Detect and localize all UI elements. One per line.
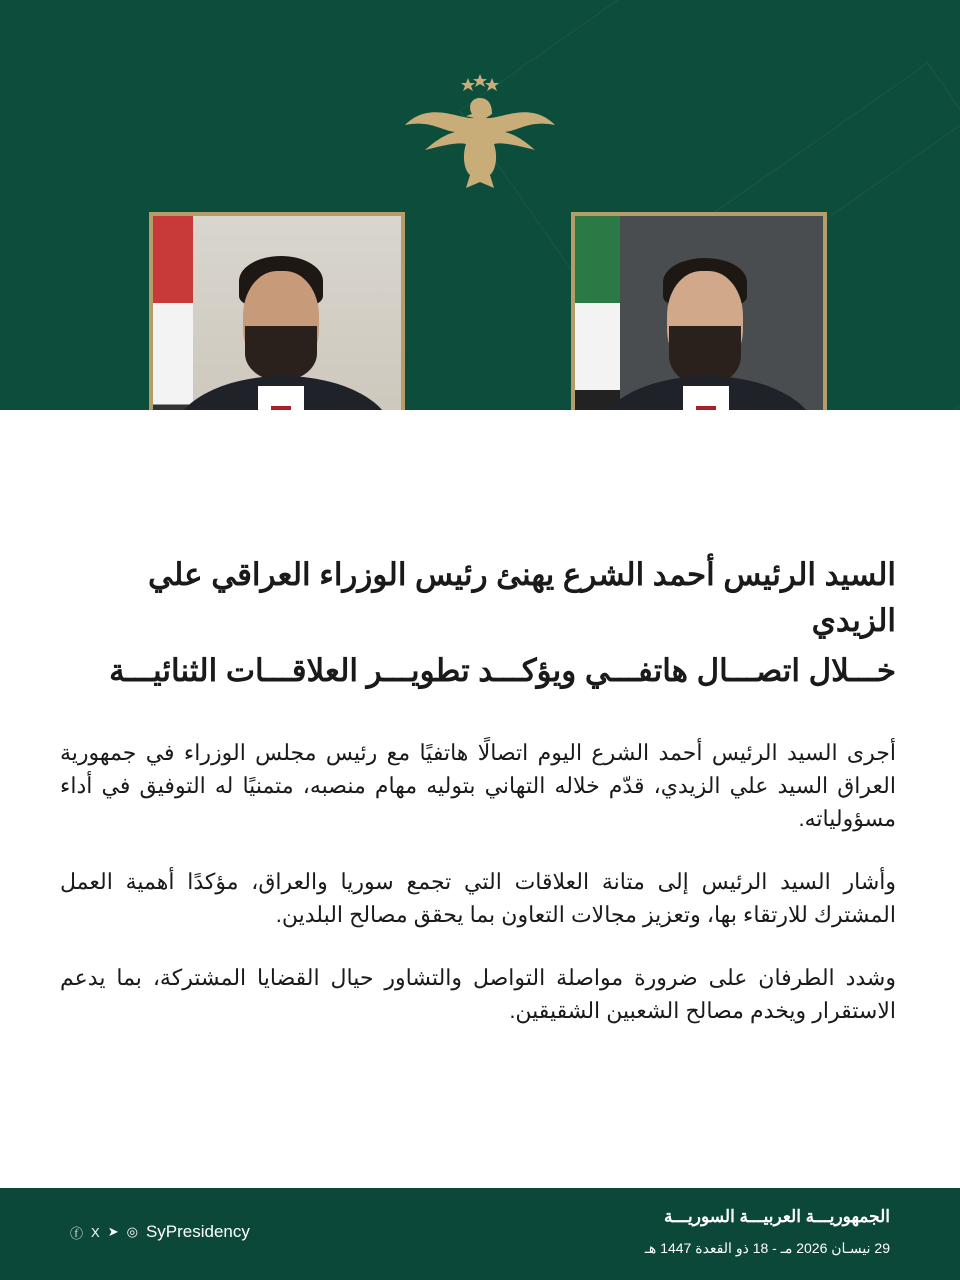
header-banner [0, 0, 960, 410]
facebook-icon[interactable]: ⓕ [70, 1225, 84, 1241]
footer-date: 29 نيسـان 2026 مـ - 18 ذو القعدة 1447 هـ [644, 1240, 890, 1256]
article [60, 552, 896, 1182]
headline-line-1: السيد الرئيس أحمد الشرع يهنئ رئيس الوزراء العراقي علي الزيدي [148, 557, 896, 638]
paragraph: وأشار السيد الرئيس إلى متانة العلاقات التي تجمع سوريا والعراق، مؤكدًا أهمية العمل المشترك للارتقاء بها، وتعزيز مجالات التعاون بما يحقق مصالح البلدين. [60, 869, 896, 927]
social-handle[interactable]: SyPresidency [145, 1222, 250, 1241]
eagle-emblem-icon [400, 70, 560, 195]
x-icon[interactable]: X [91, 1224, 100, 1240]
paragraph: أجرى السيد الرئيس أحمد الشرع اليوم اتصالًا هاتفيًا مع رئيس مجلس الوزراء في جمهورية العراق السيد علي الزيدي، قدّم خلاله التهاني بتوليه مهام منصبه، متمنيًا له التوفيق في أداء مسؤولياته. [60, 740, 896, 831]
telegram-icon[interactable]: ➤ [107, 1224, 119, 1239]
paragraph: وشدد الطرفان على ضرورة مواصلة التواصل والتشاور حيال القضايا المشتركة، بما يدعم الاستقرار ويخدم مصالح الشعبين الشقيقين. [60, 965, 896, 1023]
article-body [60, 736, 896, 1057]
social-links [70, 1222, 250, 1242]
photo-ali-alzaidi [149, 212, 405, 410]
headline [60, 552, 896, 698]
photo-ahmad-alsharaa [571, 212, 827, 410]
headline-line-2: خـــلال اتصـــال هاتفـــي ويؤكـــد تطويـــر العلاقـــات الثنائيـــة [109, 653, 896, 688]
footer-org: الجمهوريـــة العربيـــة السوريـــة [663, 1207, 890, 1226]
instagram-icon[interactable]: ◎ [126, 1224, 138, 1239]
footer [0, 1188, 960, 1280]
